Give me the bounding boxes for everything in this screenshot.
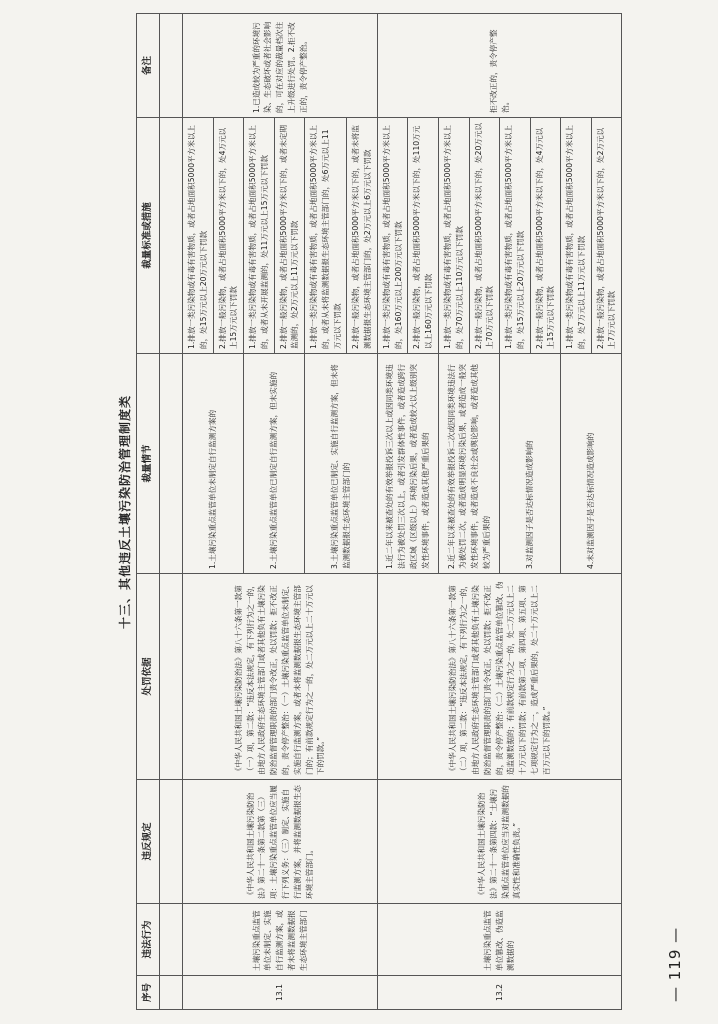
header-seq: 序号: [137, 976, 160, 1010]
measure-cell: 1.排放一类污染物或有毒有害物质，或者占地面积5000平方米以上的，或者从未开展监测的，处11万元以上15万元以下罚款: [244, 118, 275, 354]
table-row: [377, 14, 408, 1010]
header-measures: 裁量标准或措施: [137, 118, 160, 354]
penalty-table: [136, 13, 622, 1010]
measure-cell: 1.排放一类污染物或有毒有害物质，或者占地面积5000平方米以上的，处7万元以上11万元以下罚款: [561, 118, 592, 354]
circumstance-cell: 2.近二年以来被查处的有效举报投诉二次或因同类环境违法行为被处罚二次，或者造成明显环境污染后果，或者造成一般突发性环境事件，或者造成不良社会或舆论影响，或者造成其他较为严重后果的: [439, 354, 500, 574]
measure-cell: 1.排放一类污染物或有毒有害物质，或者占地面积5000平方米以上的，处160万元以上200万元以下罚款: [377, 118, 408, 354]
circumstance-cell: 1.土壤污染重点监管单位未制定自行监测方案的: [183, 354, 244, 574]
measure-cell: 2.排放一般污染物，或者占地面积5000平方米以下的，处110万元以上160万元以下罚款: [408, 118, 439, 354]
circumstance-cell: 1.近二年以来被查处的有效举报投诉三次以上或因同类环境违法行为被处罚三次以上，或者引发群体性事件，或者造成跨行政区域（区级以上）环境污染后果，或者造成较大以上级别突发性环境事件，或者造成其他严重后果的: [377, 354, 438, 574]
circumstance-cell: 3.对监测因子是否达标情况造成影响的: [500, 354, 561, 574]
measure-cell: 2.排放一般污染物，或者占地面积5000平方米以下的，处2万元以上7万元以下罚款: [591, 118, 622, 354]
header-row: [137, 14, 160, 1010]
spacer-row: [160, 14, 183, 1010]
table-row: [183, 14, 214, 1010]
measure-cell: 2.排放一般污染物，或者占地面积5000平方米以下的，处4万元以上15万元以下罚款: [530, 118, 561, 354]
header-remarks: 备注: [137, 14, 160, 118]
header-circumstances: 裁量情节: [137, 354, 160, 574]
header-basis: 处罚依据: [137, 574, 160, 780]
circumstance-cell: 4.未对监测因子是否达标情况造成影响的: [561, 354, 622, 574]
measure-cell: 1.排放一类污染物或有毒有害物质，或者占地面积5000平方米以上的，处70万元以上110万元以下罚款: [439, 118, 470, 354]
remarks-cell: 1.已造成较为严重的环境污染、生态破坏或者社会影响的，可在对应的裁量档次往上升级进行处罚。2.拒不改正的，责令停产整治。: [183, 14, 378, 118]
measure-cell: 2.排放一般污染物，或者占地面积5000平方米以下的，处4万元以上15万元以下罚款: [213, 118, 244, 354]
violation-cell: 土壤污染重点监管单位篡改、伪造监测数据的: [377, 904, 621, 976]
remarks-cell: 拒不改正的，责令停产整治。: [377, 14, 621, 118]
circumstance-cell: 2.土壤污染重点监管单位已制定自行监测方案，但未实施的: [244, 354, 305, 574]
measure-cell: 2.排放一般污染物，或者占地面积5000平方米以下的，处20万元以上70万元以下罚款: [469, 118, 500, 354]
row-id: 13.2: [377, 976, 621, 1010]
header-provision: 违反规定: [137, 780, 160, 904]
page-number: — 119 —: [666, 926, 684, 1002]
measure-cell: 1.排放一类污染物或有毒有害物质，或者占地面积5000平方米以上的，或者从未将监测数据报生态环境主管部门的，处6万元以上11万元以下罚款: [305, 118, 347, 354]
measure-cell: 2.排放一般污染物，或者占地面积5000平方米以下的，或者未定期监测的，处2万元以上11万元以下罚款: [274, 118, 305, 354]
measure-cell: 2.排放一般污染物，或者占地面积5000平方米以下的，或者未将监测数据报生态环境主管部门的，处2万元以上6万元以下罚款: [347, 118, 378, 354]
row-id: 13.1: [183, 976, 378, 1010]
basis-cell: 《中华人民共和国土壤污染防治法》第八十六条第一款第（二）项，第二款：“违反本法规定，有下列行为之一的，由地方人民政府生态环境主管部门或者其他负有土壤污染防治监督管理职责的部门责令改正，处以罚款；拒不改正的，责令停产整治：（二）土壤污染重点监管单位篡改、伪造监测数据的；有前款规定行为之一的，处二万元以上二十万元以下的罚款；有前款第二项、第四项、第五项、第七项规定行为之一，造成严重后果的，处二十万元以上二百万元以下的罚款。”: [377, 574, 621, 780]
table-title: 十三、其他违反土壤污染防治管理制度类: [118, 395, 132, 630]
violation-cell: 土壤污染重点监管单位未制定、实施自行监测方案，或者未将监测数据报生态环境主管部门: [183, 904, 378, 976]
circumstance-cell: 3.土壤污染重点监管单位已制定、实施自行监测方案，但未将监测数据报生态环境主管部门的: [305, 354, 378, 574]
provision-cell: 《中华人民共和国土壤污染防治法》第二十一条第四款：“土壤污染重点监管单位应当对监测数据的真实性和准确性负责。”: [377, 780, 621, 904]
measure-cell: 1.排放一类污染物或有毒有害物质，或者占地面积5000平方米以上的，处15万元以上20万元以下罚款: [183, 118, 214, 354]
provision-cell: 《中华人民共和国土壤污染防治法》第二十一条第二款第（三）项：土壤污染重点监管单位应当履行下列义务：（三）制定、实施自行监测方案，并将监测数据报生态环境主管部门。: [183, 780, 378, 904]
header-violation: 违法行为: [137, 904, 160, 976]
measure-cell: 1.排放一类污染物或有毒有害物质，或者占地面积5000平方米以上的，处15万元以上20万元以下罚款: [500, 118, 531, 354]
basis-cell: 《中华人民共和国土壤污染防治法》第八十六条第一款第（一）项，第二款：“违反本法规定，有下列行为之一的，由地方人民政府生态环境主管部门或者其他负有土壤污染防治监督管理职责的部门责令改正，处以罚款；拒不改正的，责令停产整治：（一）土壤污染重点监管单位未制定、实施自行监测方案，或者未将监测数据报生态环境主管部门的；有前款规定行为之一的，处二万元以上二十万元以下的罚款。”: [183, 574, 378, 780]
